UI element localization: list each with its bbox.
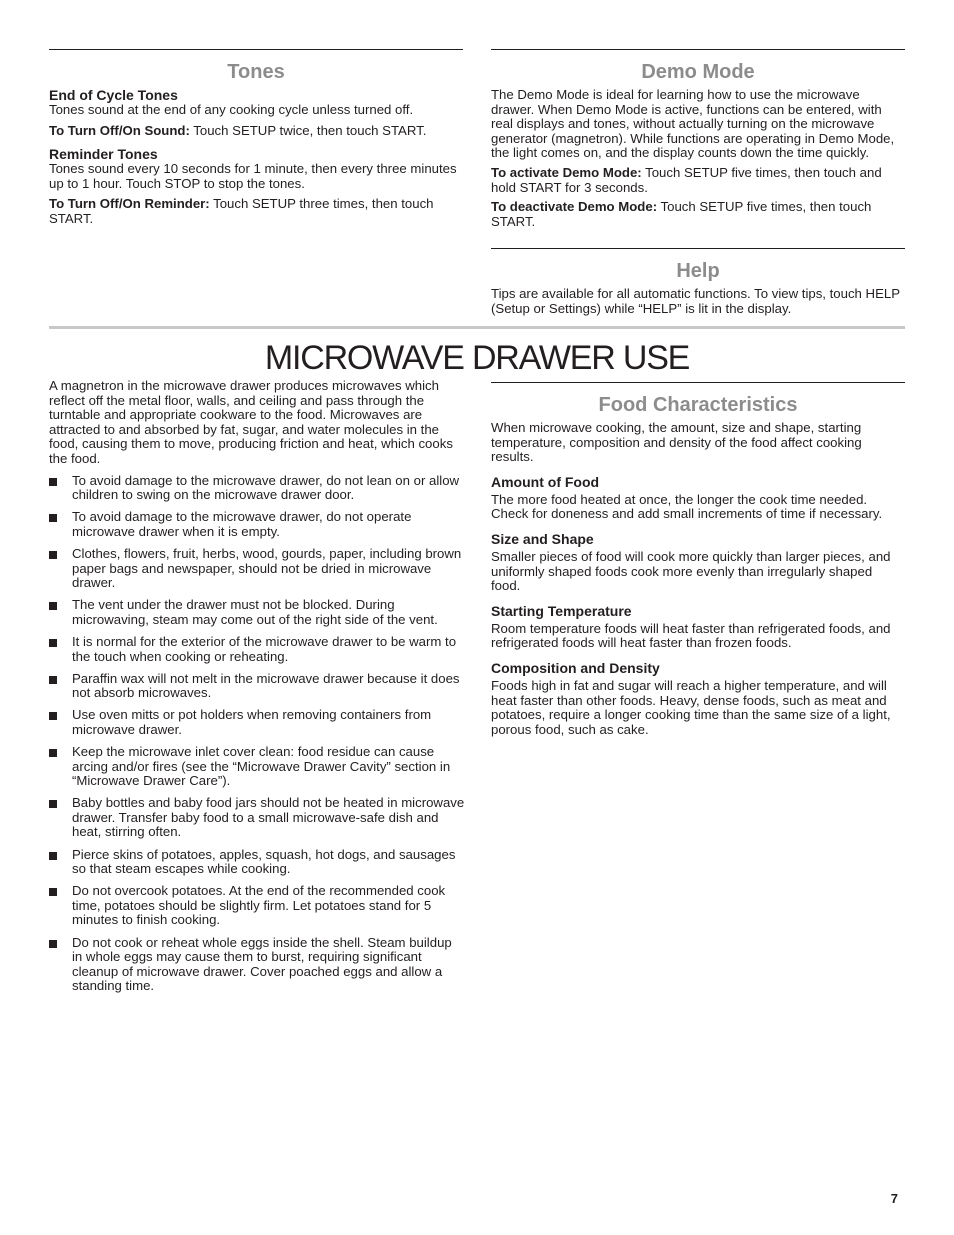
sound-instruction-label: To Turn Off/On Sound: [49, 122, 190, 138]
bullet-square-icon [49, 478, 57, 486]
list-item: To avoid damage to the microwave drawer, do not lean on or allow children to swing on the microwave drawer door. [49, 474, 465, 503]
composition-density-text: Foods high in fat and sugar will reach a higher temperature, and will heat faster than other foods. Heavy, dense foods, such as meat and potatoes, require a longer cooking time than the same size of a light, porous food, such as cake. [491, 677, 891, 737]
food-characteristics-section [491, 382, 905, 737]
bullet-square-icon [49, 602, 57, 610]
list-item: Paraffin wax will not melt in the microwave drawer because it does not absorb microwaves. [49, 672, 465, 701]
bullet-square-icon [49, 639, 57, 647]
bullet-square-icon [49, 676, 57, 684]
demo-activate-text: Touch SETUP five times, then touch and hold START for 3 seconds. [491, 164, 882, 195]
intro-text: A magnetron in the microwave drawer produces microwaves which reflect off the metal floor, walls, and ceiling and pass through the turntable and appropriate cookware to the food. Microwaves are attracted to and absorbed by fat, sugar, and water molecules in the food, causing them to move, producing friction and heat, which cooks the food. [49, 378, 453, 466]
list-item: The vent under the drawer must not be blocked. During microwaving, steam may come out of the right side of the vent. [49, 598, 465, 627]
demo-mode-title: Demo Mode [641, 61, 755, 83]
demo-mode-section [491, 49, 905, 229]
demo-deactivate-text: Touch SETUP five times, then touch START. [491, 199, 872, 229]
demo-deactivate-instruction [491, 200, 905, 229]
list-item: Do not cook or reheat whole eggs inside the shell. Steam buildup in whole eggs may cause them to burst, requiring significant cleanup of microwave drawer. Cover poached eggs and allow a standing time. [49, 936, 465, 994]
page-number: 7 [890, 1191, 898, 1206]
amount-of-food-text: The more food heated at once, the longer the cook time needed. Check for doneness and add small increments of time if necessary. [491, 491, 883, 522]
demo-mode-text: The Demo Mode is ideal for learning how to use the microwave drawer. When Demo Mode is active, functions can be entered, with real displays and tones, without actually turning on the microwave generator (magnetron). While functions are operating in Demo Mode, the light comes on, and the display counts down the time quickly. [491, 87, 895, 161]
demo-activate-instruction [491, 166, 905, 195]
help-title: Help [676, 260, 720, 282]
list-item: Use oven mitts or pot holders when removing containers from microwave drawer. [49, 708, 465, 737]
list-item: Do not overcook potatoes. At the end of the recommended cook time, potatoes should be slightly firm. Let potatoes stand for 5 minutes to finish cooking. [49, 884, 465, 928]
safety-bullet-list [49, 474, 465, 994]
help-text: Tips are available for all automatic functions. To view tips, touch HELP (Setup or Settings) while “HELP” is lit in the display. [491, 286, 900, 316]
amount-of-food-heading: Amount of Food [491, 473, 600, 490]
demo-deactivate-label: To deactivate Demo Mode: [491, 199, 658, 215]
food-characteristics-title: Food Characteristics [598, 394, 798, 416]
microwave-use-section [49, 379, 465, 1001]
bullet-square-icon [49, 888, 57, 896]
list-item: Baby bottles and baby food jars should not be heated in microwave drawer. Transfer baby food to a small microwave-safe dish and heat, stirring often. [49, 796, 465, 840]
list-item: Pierce skins of potatoes, apples, squash, hot dogs, and sausages so that steam escapes while cooking. [49, 848, 465, 877]
composition-density-heading: Composition and Density [491, 659, 660, 676]
list-item: Clothes, flowers, fruit, herbs, wood, gourds, paper, including brown paper bags and newspaper, should not be dried in microwave drawer. [49, 547, 465, 591]
starting-temperature-text: Room temperature foods will heat faster than refrigerated foods, and refrigerated foods will heat faster than frozen foods. [491, 620, 891, 651]
reminder-instruction [49, 197, 463, 226]
reminder-heading: Reminder Tones [49, 146, 158, 163]
sound-instruction [49, 124, 463, 139]
bullet-square-icon [49, 551, 57, 559]
demo-activate-label: To activate Demo Mode: [491, 164, 642, 180]
help-section [491, 248, 905, 316]
section-divider [49, 326, 905, 329]
reminder-text: Tones sound every 10 seconds for 1 minute, then every three minutes up to 1 hour. Touch STOP to stop the tones. [49, 161, 457, 191]
list-item: Keep the microwave inlet cover clean: food residue can cause arcing and/or fires (see the “Microwave Drawer Cavity” section in “Microwave Drawer Care”). [49, 745, 465, 789]
bullet-square-icon [49, 514, 57, 522]
size-and-shape-text: Smaller pieces of food will cook more quickly than larger pieces, and uniformly shaped foods cook more evenly than irregularly shaped food. [491, 548, 891, 594]
end-of-cycle-text: Tones sound at the end of any cooking cycle unless turned off. [49, 102, 414, 117]
bullet-square-icon [49, 712, 57, 720]
reminder-instruction-text: Touch SETUP three times, then touch START. [49, 196, 434, 226]
bullet-square-icon [49, 800, 57, 808]
tones-title: Tones [227, 61, 285, 83]
bullet-square-icon [49, 940, 57, 948]
bullet-square-icon [49, 749, 57, 757]
size-and-shape-heading: Size and Shape [491, 530, 594, 547]
bullet-square-icon [49, 852, 57, 860]
tones-section [49, 49, 463, 227]
reminder-instruction-label: To Turn Off/On Reminder: [49, 196, 210, 212]
list-item: To avoid damage to the microwave drawer, do not operate microwave drawer when it is empty. [49, 510, 465, 539]
starting-temperature-heading: Starting Temperature [491, 602, 632, 619]
list-item: It is normal for the exterior of the microwave drawer to be warm to the touch when cooking or reheating. [49, 635, 465, 664]
sound-instruction-text: Touch SETUP twice, then touch START. [189, 122, 427, 138]
end-of-cycle-heading: End of Cycle Tones [49, 87, 178, 103]
page-title: MICROWAVE DRAWER USE [264, 339, 690, 377]
food-intro-text: When microwave cooking, the amount, size and shape, starting temperature, composition and density of the food affect cooking results. [491, 420, 862, 465]
